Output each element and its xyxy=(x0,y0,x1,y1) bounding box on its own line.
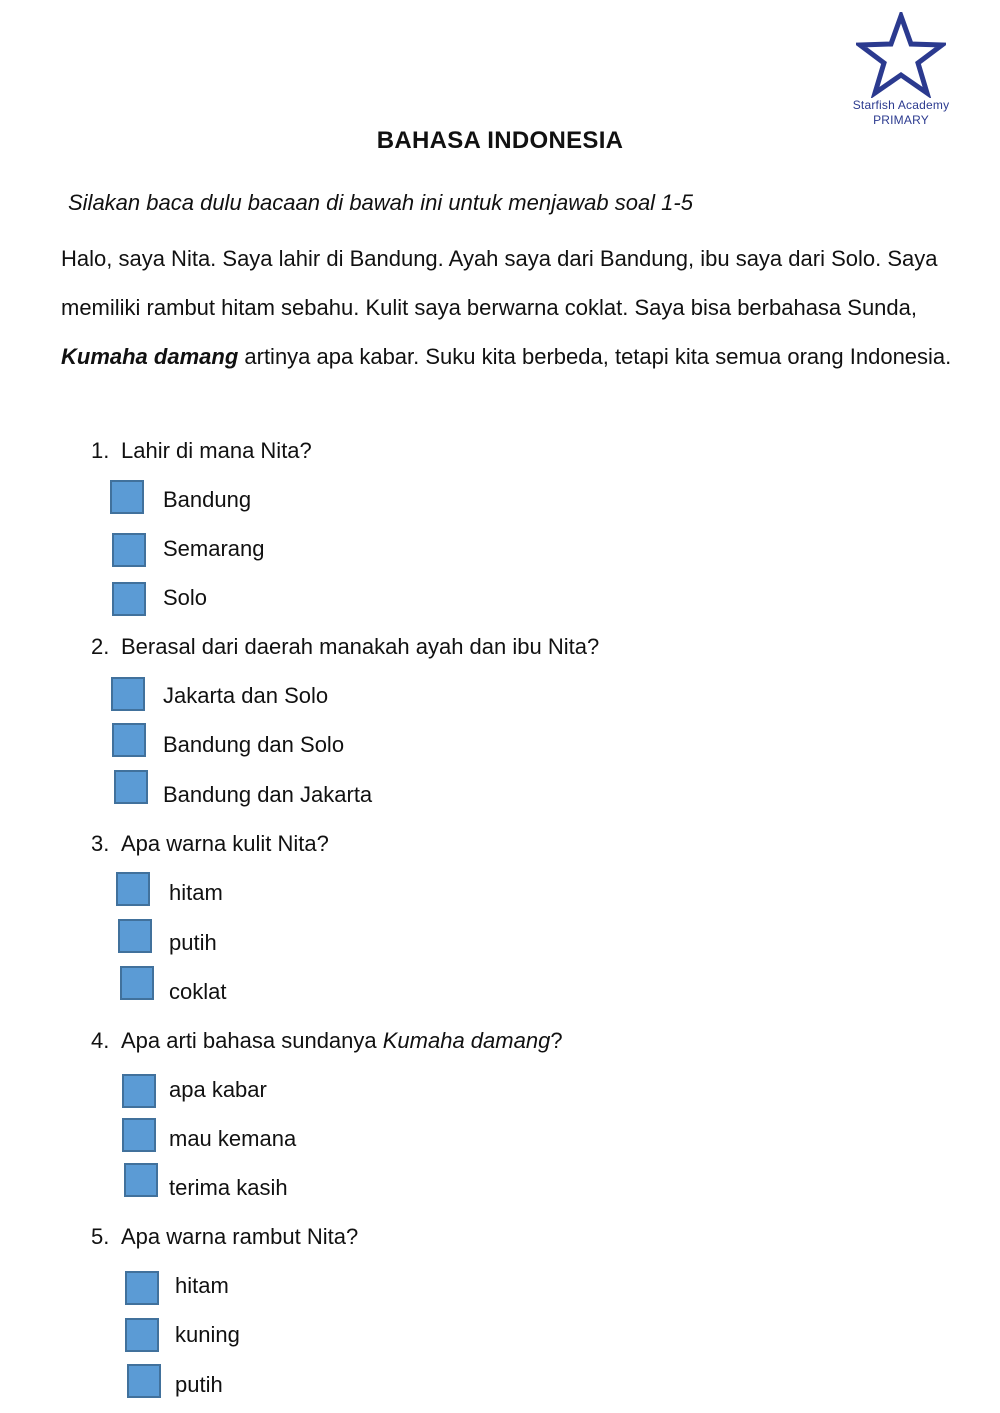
q4-option-3-label: terima kasih xyxy=(169,1175,288,1200)
instruction-text: Silakan baca dulu bacaan di bawah ini untuk menjawab soal 1-5 xyxy=(68,190,693,215)
question-number: 5. xyxy=(91,1224,110,1249)
question-text: Apa warna rambut Nita? xyxy=(121,1224,359,1249)
q4-option-2-checkbox[interactable] xyxy=(122,1118,156,1152)
q5-option-3-checkbox[interactable] xyxy=(127,1364,161,1398)
question-text-end: ? xyxy=(550,1028,563,1053)
q2-option-3-checkbox[interactable] xyxy=(114,770,148,804)
q2-option-1-label: Jakarta dan Solo xyxy=(163,683,329,708)
question-5 xyxy=(91,1222,358,1252)
passage-text-start: Halo, saya Nita. Saya lahir di Bandung. Ayah saya dari Bandung, ibu saya dari Solo. Saya memiliki rambut hitam sebahu. Kulit saya berwarna coklat. Saya bisa berbahasa Sunda, xyxy=(61,246,938,320)
school-logo xyxy=(826,12,976,128)
q3-option-1-checkbox[interactable] xyxy=(116,872,150,906)
star-icon xyxy=(856,12,946,98)
q4-option-2-label: mau kemana xyxy=(169,1126,297,1151)
q3-option-2-checkbox[interactable] xyxy=(118,919,152,953)
question-3 xyxy=(91,829,329,859)
passage-emphasis: Kumaha damang xyxy=(61,344,239,369)
q1-option-2-checkbox[interactable] xyxy=(112,533,146,567)
page-title: BAHASA INDONESIA xyxy=(376,127,624,154)
q2-option-3-label: Bandung dan Jakarta xyxy=(163,782,373,807)
q5-option-1-checkbox[interactable] xyxy=(125,1271,159,1305)
question-text-italic: Kumaha damang xyxy=(382,1028,551,1053)
q5-option-2-checkbox[interactable] xyxy=(125,1318,159,1352)
q3-option-1-label: hitam xyxy=(169,880,223,905)
question-text: Berasal dari daerah manakah ayah dan ibu Nita? xyxy=(121,634,600,659)
q2-option-1-checkbox[interactable] xyxy=(111,677,145,711)
logo-subtitle: PRIMARY xyxy=(873,113,929,127)
question-number: 2. xyxy=(91,634,110,659)
q1-option-2-label: Semarang xyxy=(163,536,265,561)
q1-option-3-label: Solo xyxy=(163,585,208,610)
q4-option-1-label: apa kabar xyxy=(169,1077,267,1102)
question-text: Apa warna kulit Nita? xyxy=(121,831,329,856)
q3-option-3-checkbox[interactable] xyxy=(120,966,154,1000)
q5-option-2-label: kuning xyxy=(175,1322,240,1347)
question-number: 3. xyxy=(91,831,110,856)
q2-option-2-label: Bandung dan Solo xyxy=(163,732,345,757)
q1-option-1-checkbox[interactable] xyxy=(110,480,144,514)
q1-option-1-label: Bandung xyxy=(163,487,252,512)
passage-text-end: artinya apa kabar. Suku kita berbeda, tetapi kita semua orang Indonesia. xyxy=(238,344,952,369)
q4-option-3-checkbox[interactable] xyxy=(124,1163,158,1197)
question-2 xyxy=(91,632,599,662)
question-text-start: Apa arti bahasa sundanya xyxy=(121,1028,383,1053)
q1-option-3-checkbox[interactable] xyxy=(112,582,146,616)
q3-option-3-label: coklat xyxy=(169,979,227,1004)
reading-passage xyxy=(61,234,961,381)
question-number: 4. xyxy=(91,1028,110,1053)
q2-option-2-checkbox[interactable] xyxy=(112,723,146,757)
q3-option-2-label: putih xyxy=(169,930,217,955)
q4-option-1-checkbox[interactable] xyxy=(122,1074,156,1108)
question-1 xyxy=(91,436,312,466)
question-text: Lahir di mana Nita? xyxy=(121,438,312,463)
q5-option-1-label: hitam xyxy=(175,1273,229,1298)
q5-option-3-label: putih xyxy=(175,1372,223,1397)
question-4 xyxy=(91,1026,563,1056)
logo-name: Starfish Academy xyxy=(852,98,950,112)
question-number: 1. xyxy=(91,438,110,463)
